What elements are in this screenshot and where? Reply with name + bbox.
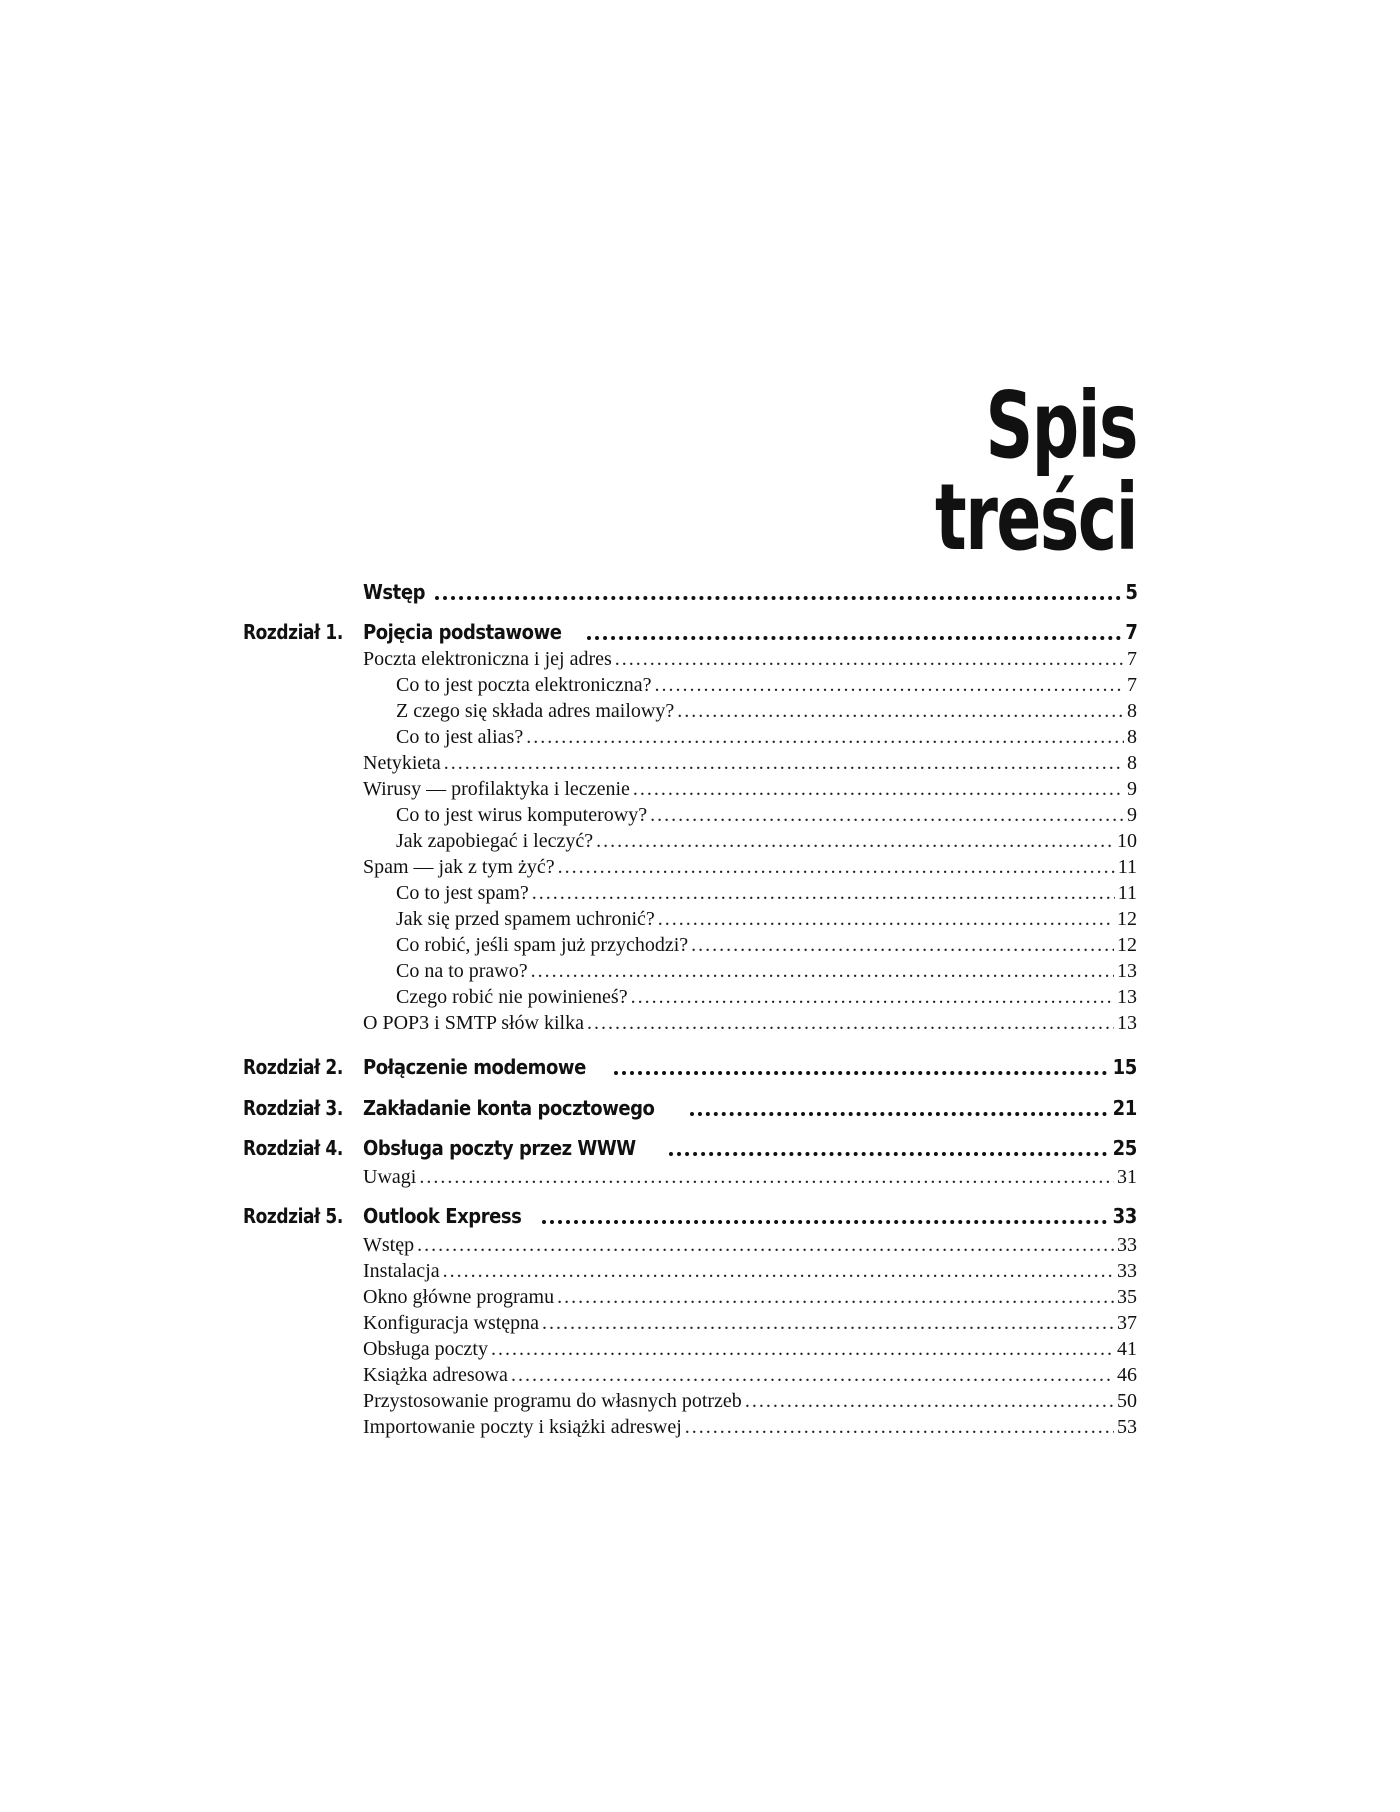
toc-entry-title: Spam — jak z tym żyć? <box>363 856 555 878</box>
toc-entry-page: 25 <box>1112 1136 1137 1160</box>
toc-entry-title: Wstęp <box>363 580 426 604</box>
toc-entry-title: Poczta elektroniczna i jej adres <box>363 648 612 670</box>
dot-leader <box>690 1112 1107 1116</box>
toc-entry-title: Co to jest alias? <box>396 726 524 748</box>
toc-entry-title: Wstęp <box>363 1234 415 1256</box>
dot-leader <box>614 1071 1108 1075</box>
toc-entry-chapter-1[interactable] <box>363 620 1137 644</box>
toc-entry-title: Książka adresowa <box>363 1364 508 1386</box>
dot-leader <box>669 1152 1107 1156</box>
dot-leader <box>557 1286 1114 1309</box>
toc-entry-chapter-2[interactable] <box>363 1055 1137 1079</box>
dot-leader <box>596 830 1114 853</box>
toc-entry-page: 33 <box>1117 1260 1137 1282</box>
toc-entry[interactable] <box>363 1012 1137 1035</box>
dot-leader <box>658 908 1114 931</box>
toc-entry-page: 9 <box>1127 804 1137 826</box>
toc-entry-chapter-5[interactable] <box>363 1204 1137 1228</box>
toc-entry-title: Co to jest wirus komputerowy? <box>396 804 648 826</box>
toc-entry[interactable] <box>363 1416 1137 1439</box>
dot-leader <box>542 1220 1107 1224</box>
toc-entry-title: Co to jest poczta elektroniczna? <box>396 674 652 696</box>
toc-entry-page: 13 <box>1117 960 1137 982</box>
dot-leader <box>633 778 1124 801</box>
toc-entry-title: Wirusy –– profilaktyka i leczenie <box>363 778 630 800</box>
toc-entry-page: 15 <box>1112 1055 1137 1079</box>
toc-entry[interactable] <box>363 1234 1137 1257</box>
toc-entry[interactable] <box>396 908 1137 931</box>
toc-entry-intro[interactable] <box>363 580 1137 604</box>
dot-leader <box>542 1312 1114 1335</box>
toc-entry[interactable] <box>363 856 1137 879</box>
dot-leader <box>444 752 1124 775</box>
toc-entry-title: Uwagi <box>363 1166 417 1188</box>
toc-entry[interactable] <box>363 1364 1137 1387</box>
toc-entry[interactable] <box>363 1338 1137 1361</box>
toc-entry-title: Obsługa poczty <box>363 1338 488 1360</box>
toc-entry-page: 50 <box>1117 1390 1137 1412</box>
toc-entry-title: Co na to prawo? <box>396 960 528 982</box>
toc-entry[interactable] <box>363 1166 1137 1189</box>
toc-entry-title: Przystosowanie programu do własnych potrzeb <box>363 1390 742 1412</box>
toc-entry[interactable] <box>396 934 1137 957</box>
toc-entry-page: 33 <box>1112 1204 1137 1228</box>
toc-entry-page: 31 <box>1117 1166 1137 1188</box>
toc-entry-title: Netykieta <box>363 752 441 774</box>
toc-entry-page: 13 <box>1117 1012 1137 1034</box>
toc-entry-page: 8 <box>1127 700 1137 722</box>
toc-entry-page: 9 <box>1127 778 1137 800</box>
toc-entry-title: Co robić, jeśli spam już przychodzi? <box>396 934 689 956</box>
toc-entry[interactable] <box>396 674 1137 697</box>
toc-entry-page: 10 <box>1117 830 1137 852</box>
toc-entry[interactable] <box>396 960 1137 983</box>
toc-entry-chapter-3[interactable] <box>363 1096 1137 1120</box>
toc-entry-title: Outlook Express <box>363 1204 522 1228</box>
page-title: Spis treści <box>934 372 1137 571</box>
dot-leader <box>511 1364 1114 1387</box>
toc-entry[interactable] <box>396 986 1137 1009</box>
dot-leader <box>417 1234 1114 1257</box>
toc-entry-page: 8 <box>1127 752 1137 774</box>
toc-entry-title: Konfiguracja wstępna <box>363 1312 540 1334</box>
chapter-label: Rozdział 1. <box>243 620 343 644</box>
toc-entry-title: Importowanie poczty i książki adreswej <box>363 1416 682 1438</box>
toc-entry[interactable] <box>363 752 1137 775</box>
toc-entry-page: 7 <box>1124 620 1137 644</box>
chapter-label: Rozdział 3. <box>243 1096 343 1120</box>
toc-entry[interactable] <box>363 1312 1137 1335</box>
toc-entry-page: 35 <box>1117 1286 1137 1308</box>
toc-entry-page: 53 <box>1117 1416 1137 1438</box>
toc-entry-page: 11 <box>1117 856 1137 878</box>
toc-entry-page: 5 <box>1124 580 1137 604</box>
dot-leader <box>419 1166 1114 1189</box>
toc-entry-page: 11 <box>1117 882 1137 904</box>
toc-entry-page: 7 <box>1127 648 1137 670</box>
toc-entry-title: Połączenie modemowe <box>363 1055 586 1079</box>
toc-entry-title: Czego robić nie powinieneś? <box>396 986 628 1008</box>
dot-leader <box>435 596 1121 600</box>
dot-leader <box>526 726 1124 749</box>
toc-entry[interactable] <box>363 1260 1137 1283</box>
dot-leader <box>615 648 1124 671</box>
toc-entry-page: 33 <box>1117 1234 1137 1256</box>
toc-entry[interactable] <box>396 830 1137 853</box>
toc-entry-page: 8 <box>1127 726 1137 748</box>
toc-entry-title: Jak zapobiegać i leczyć? <box>396 830 594 852</box>
toc-entry[interactable] <box>363 1286 1137 1309</box>
dot-leader <box>685 1416 1114 1439</box>
toc-entry-title: Zakładanie konta pocztowego <box>363 1096 655 1120</box>
dot-leader <box>558 856 1115 879</box>
dot-leader <box>587 1012 1114 1035</box>
toc-entry[interactable] <box>363 778 1137 801</box>
toc-entry[interactable] <box>396 700 1137 723</box>
dot-leader <box>745 1390 1114 1413</box>
dot-leader <box>650 804 1124 827</box>
toc-entry-page: 41 <box>1117 1338 1137 1360</box>
toc-entry-title: Instalacja <box>363 1260 440 1282</box>
dot-leader <box>491 1338 1114 1361</box>
dot-leader <box>691 934 1114 957</box>
toc-entry-page: 12 <box>1117 908 1137 930</box>
chapter-label: Rozdział 2. <box>243 1055 343 1079</box>
toc-entry-title: Okno główne programu <box>363 1286 555 1308</box>
dot-leader <box>531 960 1114 983</box>
toc-entry[interactable] <box>396 726 1137 749</box>
toc-entry-page: 46 <box>1117 1364 1137 1386</box>
toc-entry[interactable] <box>396 882 1137 905</box>
toc-entry-page: 21 <box>1112 1096 1137 1120</box>
toc-entry-page: 7 <box>1127 674 1137 696</box>
chapter-label: Rozdział 4. <box>243 1136 343 1160</box>
chapter-label: Rozdział 5. <box>243 1204 343 1228</box>
toc-entry-page: 12 <box>1117 934 1137 956</box>
toc-entry[interactable] <box>363 1390 1137 1413</box>
dot-leader <box>631 986 1114 1009</box>
toc-entry-title: Pojęcia podstawowe <box>363 620 562 644</box>
toc-entry-title: Co to jest spam? <box>396 882 529 904</box>
dot-leader <box>587 636 1121 640</box>
toc-entry-title: Z czego się składa adres mailowy? <box>396 700 675 722</box>
dot-leader <box>443 1260 1114 1283</box>
toc-entry-title: Jak się przed spamem uchronić? <box>396 908 655 930</box>
toc-entry-chapter-4[interactable] <box>363 1136 1137 1160</box>
toc-entry-title: Obsługa poczty przez WWW <box>363 1136 636 1160</box>
toc-entry-page: 37 <box>1117 1312 1137 1334</box>
dot-leader <box>677 700 1124 723</box>
toc-entry-page: 13 <box>1117 986 1137 1008</box>
toc-entry[interactable] <box>363 648 1137 671</box>
toc-entry-title: O POP3 i SMTP słów kilka <box>363 1012 584 1034</box>
toc-entry[interactable] <box>396 804 1137 827</box>
dot-leader <box>532 882 1115 905</box>
dot-leader <box>654 674 1124 697</box>
